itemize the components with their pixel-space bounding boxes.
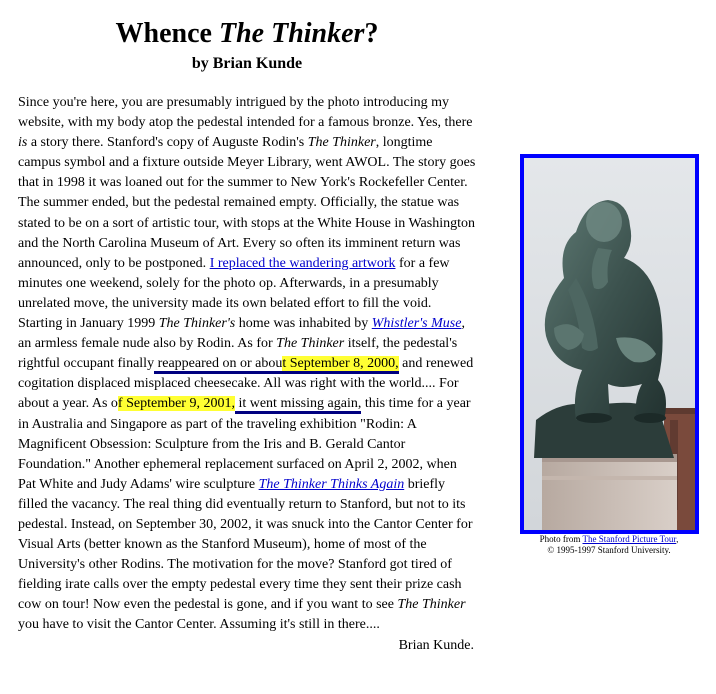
- title-italic: The Thinker: [218, 18, 365, 49]
- text-segment: you have to visit the Cantor Center. Assuming it's still in there....: [18, 617, 380, 633]
- stanford-picture-tour-link[interactable]: The Stanford Picture Tour: [582, 534, 677, 544]
- caption-copyright: © 1995-1997 Stanford University.: [547, 545, 671, 555]
- text-segment: and renewed cogitation displaced misplaced cheesecake. All was right with the world.... For about a year. As o: [18, 356, 474, 412]
- underlined-reappeared: [154, 356, 399, 374]
- caption-suffix: ,: [676, 534, 679, 544]
- caption-prefix: Photo from: [539, 534, 583, 544]
- article-body: [18, 93, 478, 656]
- text-segment: this time for a year in Australia and Singapore as part of the traveling exhibition "Rodin: A Magnificent Obsession: Sculpture from the Iris and B. Gerald Cantor Foundation." Another ephemeral replacement surfaced on April 2, 2002, when Pat White and Judy Adams' wire sculpture: [18, 396, 471, 492]
- thinker-thinks-again-link[interactable]: [259, 477, 405, 492]
- thinker-thinks-again-link-text: The Thinker Thinks Again: [258, 476, 405, 492]
- underlined-text: reappeared on or abou: [154, 356, 283, 372]
- emphasis-title: The Thinker: [397, 597, 466, 613]
- replaced-artwork-link[interactable]: I replaced the wandering artwork: [209, 255, 396, 271]
- byline: by Brian Kunde: [191, 55, 303, 72]
- highlight-date-2000: t September 8, 2000,: [282, 356, 399, 372]
- emphasis: is: [18, 135, 28, 151]
- whistlers-muse-link-text: Whistler's Muse: [371, 316, 462, 332]
- text-segment: briefly filled the vacancy. The real thing did eventually return to Stanford, but not to its pedestal. Instead, on September 30, 2002, it was snuck into the Cantor Center for Visual Arts (better known as the Stanford Museum), home of most of the University's other Rodins. The motivation for the move? Stanford got tired of fielding irate calls over the empty pedestal every time they sent their prize cash cow on tour! Now even the pedestal is gone, and if you want to see: [18, 476, 473, 613]
- thinker-statue-image: [524, 158, 695, 530]
- text-segment: for a few minutes one weekend, solely for the photo op. Afterwards, in a presumably unrelated move, the university made its own belated effort to fill the void. Starting in January 1999: [18, 255, 450, 332]
- signature: Brian Kunde.: [398, 637, 474, 653]
- title-suffix: ?: [364, 18, 379, 49]
- emphasis-title: The Thinker: [276, 336, 345, 352]
- text-segment: home was inhabited by: [235, 316, 372, 332]
- text-segment: itself, the pedestal's rightful occupant finally: [18, 336, 458, 372]
- text-segment: , longtime campus symbol and a fixture outside Meyer Library, went AWOL. The story goes that in 1998 it was loaned out for the summer to New York's Rockefeller Center. The summer ended, but the pedestal remained empty. Officially, the statue was stated to be on a sort of artistic tour, with stops at the White House in Washington and the North Carolina Museum of Art. Every so often its imminent return was announced, only to be postponed.: [18, 135, 476, 271]
- thinker-photo: [520, 154, 699, 534]
- underlined-missing-again: it went missing again,: [235, 396, 361, 414]
- photo-caption: [518, 534, 700, 556]
- page-title: [18, 16, 476, 52]
- text-segment: a story there. Stanford's copy of Auguste Rodin's: [27, 135, 308, 151]
- text-segment: , an armless female nude also by Rodin. As for: [18, 316, 465, 352]
- text-segment: Since you're here, you are presumably intrigued by the photo introducing my website, with my body atop the pedestal intended for a famous bronze. Yes, there: [18, 95, 473, 131]
- highlight-date-2001: f September 9, 2001,: [117, 396, 235, 412]
- whistlers-muse-link[interactable]: [372, 316, 462, 331]
- emphasis-title: The Thinker: [307, 135, 376, 151]
- emphasis-title: The Thinker's: [158, 316, 236, 332]
- title-prefix: Whence: [115, 18, 219, 49]
